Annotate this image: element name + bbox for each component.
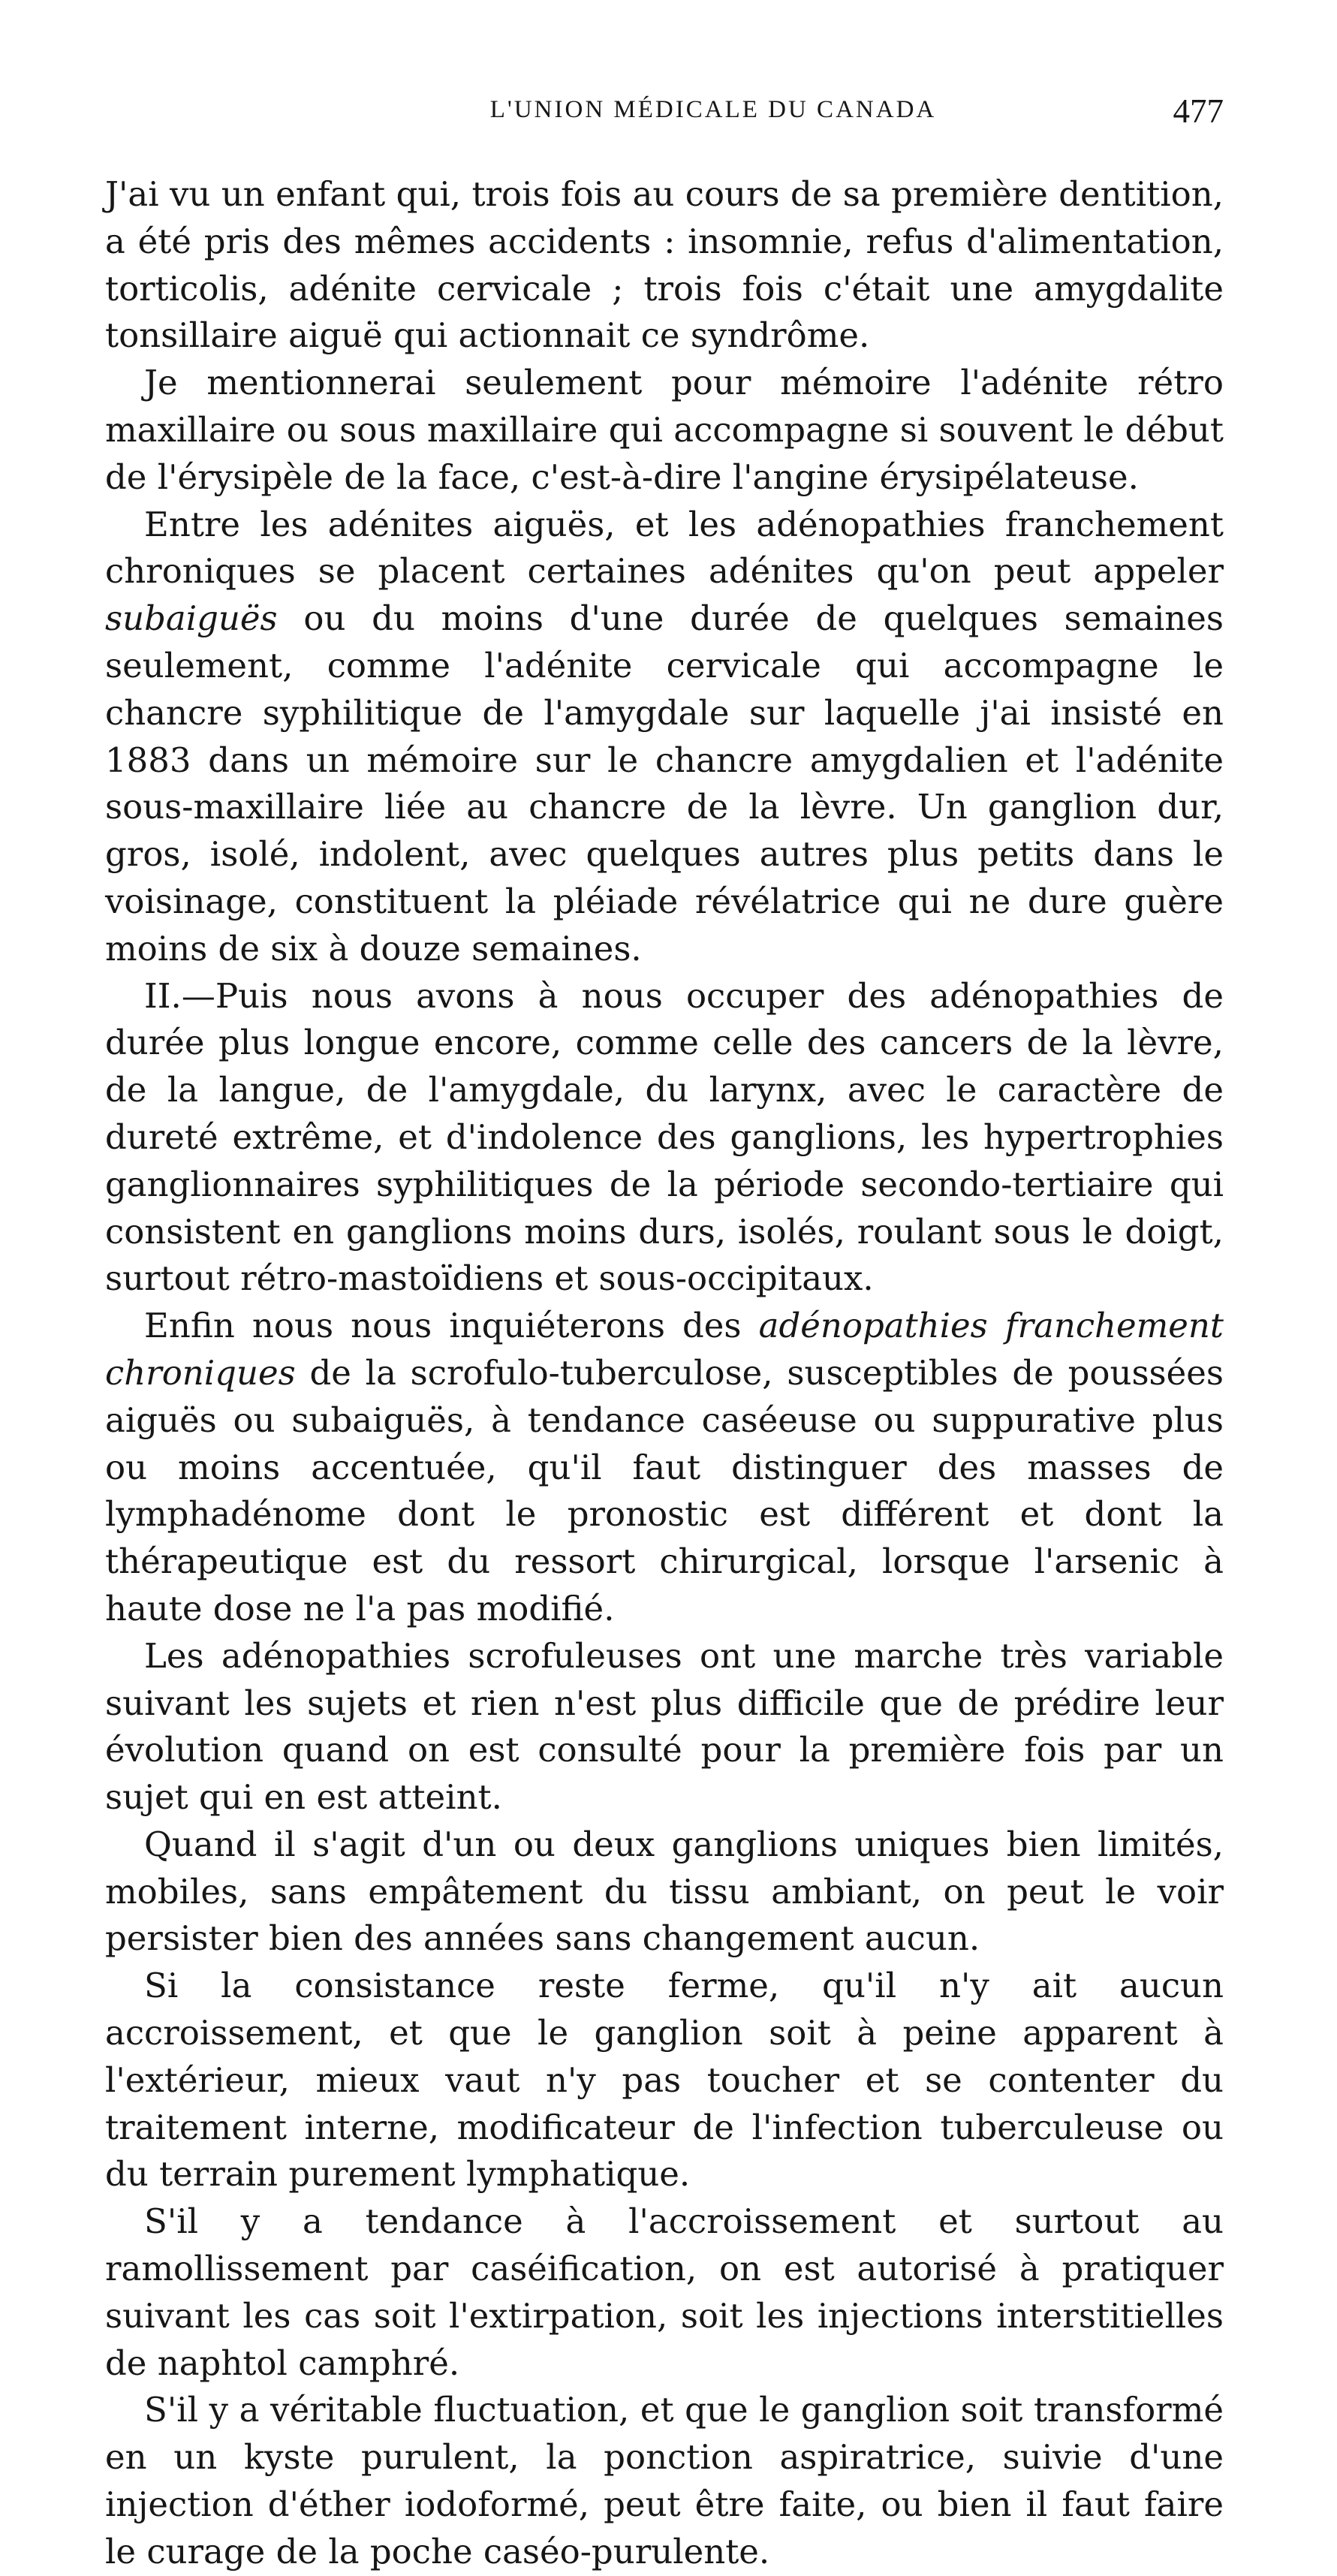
text-run: ou du moins d'une durée de quelques semaines seulement, comme l'adénite cervicale qui accompagne le chancre syphilitique de l'amygdale sur laquelle j'ai insisté en 1883 dans un mémoire sur le chancre amygdalien et l'adénite sous-maxillaire liée au chancre de la lèvre. Un ganglion dur, gros, isolé, indolent, avec quelques autres plus petits dans le voisinage, constituent la pléiade révélatrice qui ne dure guère moins de six à douze semaines. xyxy=(105,598,1224,969)
page-number: 477 xyxy=(1173,92,1224,130)
paragraph xyxy=(105,1633,1224,1821)
paragraph xyxy=(105,1963,1224,2198)
text-run: J'ai vu un enfant qui, trois fois au cours de sa première dentition, a été pris des mêmes accidents : insomnie, refus d'alimentation, torticolis, adénite cervicale ; trois fois c'était une amygdalite tonsillaire aiguë qui actionnait ce syndrôme. xyxy=(105,174,1224,356)
text-run: Les adénopathies scrofuleuses ont une marche très variable suivant les sujets et rien n'est plus difficile que de prédire leur évolution quand on est consulté pour la première fois par un sujet qui en est atteint. xyxy=(105,1635,1224,1818)
running-title: L'UNION MÉDICALE DU CANADA xyxy=(489,96,937,123)
text-run: S'il y a tendance à l'accroissement et surtout au ramollissement par caséification, on est autorisé à pratiquer suivant les cas soit l'extirpation, soit les injections interstitielles de naphtol camphré. xyxy=(105,2201,1224,2383)
body-text xyxy=(105,171,1224,2576)
text-run: Je mentionnerai seulement pour mémoire l'adénite rétro maxillaire ou sous maxillaire qui accompagne si souvent le début de l'érysipèle de la face, c'est-à-dire l'angine érysipélateuse. xyxy=(105,363,1224,497)
text-run: Quand il s'agit d'un ou deux ganglions uniques bien limités, mobiles, sans empâtement du tissu ambiant, on peut le voir persister bien des années sans changement aucun. xyxy=(105,1824,1224,1959)
text-run: Entre les adénites aiguës, et les adénopathies franchement chroniques se placent certaines adénites qu'on peut appeler xyxy=(105,504,1224,592)
text-run: Si la consistance reste ferme, qu'il n'y ait aucun accroissement, et que le ganglion soit à peine apparent à l'extérieur, mieux vaut n'y pas toucher et se contenter du traitement interne, modificateur de l'infection tuberculeuse ou du terrain purement lymphatique. xyxy=(105,1966,1224,2195)
text-run: S'il y a véritable fluctuation, et que le ganglion soit transformé en un kyste purulent, la ponction aspiratrice, suivie d'une injection d'éther iodoformé, peut être faite, ou bien il faut faire le curage de la poche caséo-purulente. xyxy=(105,2390,1224,2571)
paragraph xyxy=(105,502,1224,973)
paragraph xyxy=(105,171,1224,360)
paragraph xyxy=(105,2198,1224,2387)
paragraph xyxy=(105,360,1224,501)
paragraph xyxy=(105,1821,1224,1963)
paragraph xyxy=(105,1303,1224,1633)
text-run: de la scrofulo-tuberculose, susceptibles de poussées aiguës ou subaiguës, à tendance caséeuse ou suppurative plus ou moins accentuée, qu'il faut distinguer des masses de lymphadénome dont le pronostic est différent et dont la thérapeutique est du ressort chirurgical, lorsque l'arsenic à haute dose ne l'a pas modifié. xyxy=(105,1352,1224,1628)
italic-text-run: adénopathies franchement chroniques xyxy=(105,1306,1224,1393)
text-run: II.—Puis nous avons à nous occuper des adénopathies de durée plus longue encore, comme celle des cancers de la lèvre, de la langue, de l'amygdale, du larynx, avec le caractère de dureté extrême, et d'indolence des ganglions, les hypertrophies ganglionnaires syphilitiques de la période secondo-tertiaire qui consistent en ganglions moins durs, isolés, roulant sous le doigt, surtout rétro-mastoïdiens et sous-occipitaux. xyxy=(105,975,1224,1299)
italic-text-run: subaiguës xyxy=(105,598,278,639)
paragraph xyxy=(105,2387,1224,2575)
page-header xyxy=(105,92,1224,141)
paragraph xyxy=(105,973,1224,1303)
text-run: Enfin nous nous inquiéterons des xyxy=(144,1306,759,1346)
